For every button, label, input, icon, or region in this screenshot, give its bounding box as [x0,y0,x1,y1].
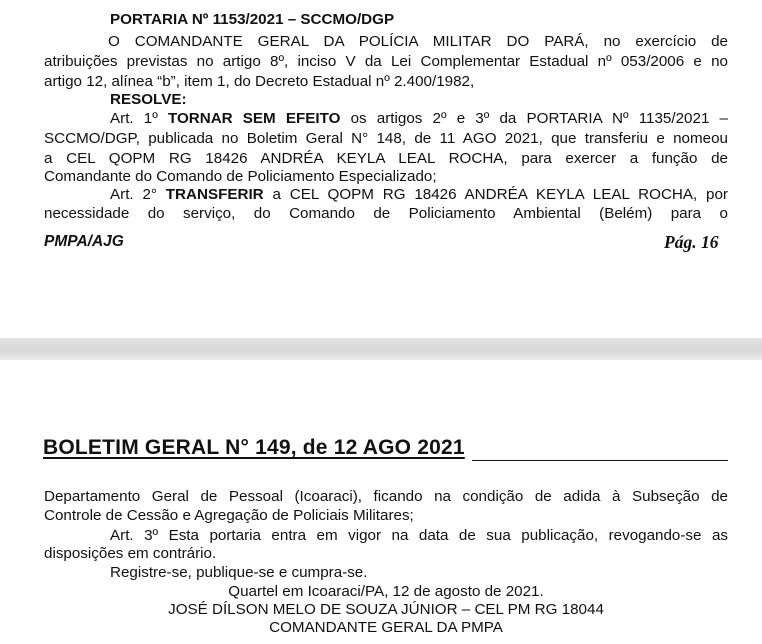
bulletin-header: BOLETIM GERAL N° 149, de 12 AGO 2021 [43,436,465,459]
continuation-line-2: Controle de Cessão e Agregação de Policiais Militares; [44,507,414,524]
art1-line-3: a CEL QOPM RG 18426 ANDRÉA KEYLA LEAL ROCHA, para exercer a função de [44,150,728,167]
art3-line-1: Art. 3º Esta portaria entra em vigor na data de sua publicação, revogando-se as [110,527,728,544]
intro-line-1: O COMANDANTE GERAL DA POLÍCIA MILITAR DO PARÁ, no exercício de [108,33,728,50]
continuation-line-1: Departamento Geral de Pessoal (Icoaraci), ficando na condição de adida à Subseção de [44,488,728,505]
signer-role: COMANDANTE GERAL DA PMPA [269,619,503,636]
art1-line-4: Comandante do Comando de Policiamento Especializado; [44,168,437,185]
resolve-label: RESOLVE: [110,91,187,108]
footer-issuer: PMPA/AJG [44,233,124,250]
closing-formula: Registre-se, publique-se e cumpra-se. [110,564,368,581]
art3-line-2: disposições em contrário. [44,545,217,562]
art1-bold: TORNAR SEM EFEITO [167,110,341,127]
art2-line-2: necessidade do serviço, do Comando de Policiamento Ambiental (Belém) para o [44,205,728,222]
art1-line-1: Art. 1º TORNAR SEM EFEITO os artigos 2º e 3º da PORTARIA Nº 1135/2021 – [110,110,728,127]
intro-line-3: artigo 12, alínea “b”, item 1, do Decreto Estadual nº 2.400/1982, [44,73,475,90]
art2-line-1: Art. 2° TRANSFERIR a CEL QOPM RG 18426 ANDRÉA KEYLA LEAL ROCHA, por [110,186,728,203]
page-number: Pág. 16 [664,232,719,252]
portaria-title: PORTARIA Nº 1153/2021 – SCCMO/DGP [110,11,395,28]
intro-line-2: atribuições previstas no artigo 8º, inciso V da Lei Complementar Estadual nº 053/2006 e no [44,53,728,70]
header-rule [472,460,728,461]
art1-line-2: SCCMO/DGP, publicada no Boletim Geral N° 148, de 11 AGO 2021, que transferiu e nomeou [44,130,728,147]
art2-bold: TRANSFERIR [165,186,264,203]
place-date: Quartel em Icoaraci/PA, 12 de agosto de 2021. [228,583,544,600]
signer-name: JOSÉ DÍLSON MELO DE SOUZA JÚNIOR – CEL PM RG 18044 [168,601,604,618]
page-separator [0,338,762,360]
